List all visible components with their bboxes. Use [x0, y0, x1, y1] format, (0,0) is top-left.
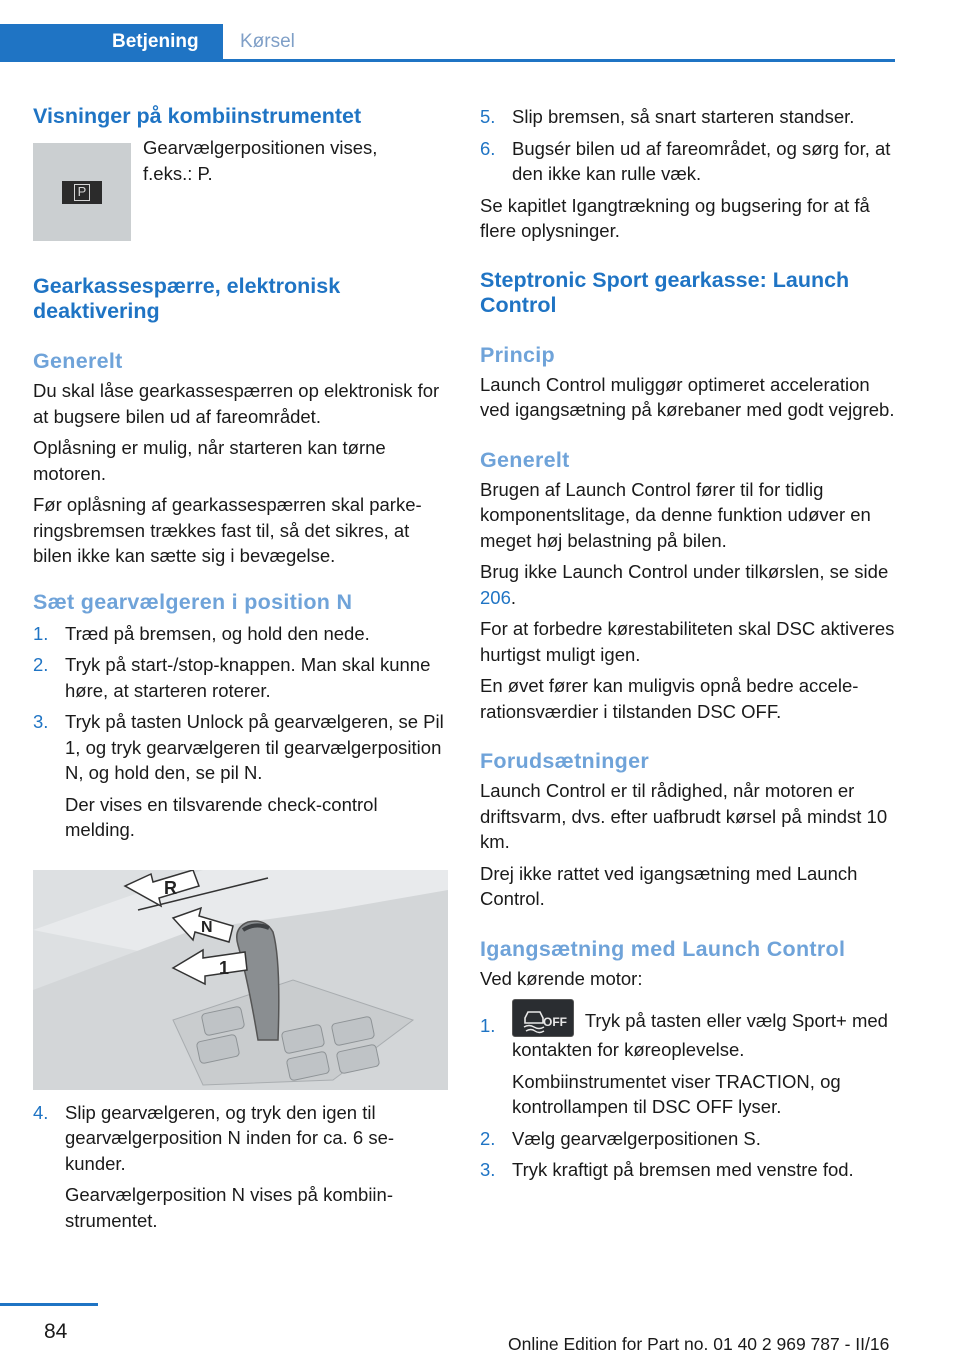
step-text-segment: Tryk på tasten eller vælg Sport+ med kontakten for køreoplevelse.	[512, 1010, 888, 1060]
arrow-label-n: N	[201, 918, 213, 936]
paragraph-princip: Launch Control muliggør optimeret acceleration ved igangsætning på kørebaner med godt vejgreb.	[480, 373, 895, 420]
steps-list-igang	[480, 1010, 895, 1183]
heading-igangsaetning: Igangsætning med Launch Control	[480, 936, 846, 961]
chapter-tab-bar	[0, 24, 895, 62]
gear-selector-illustration	[33, 870, 448, 1090]
gear-display-icon	[33, 143, 131, 241]
paragraph-generelt-r2	[480, 559, 895, 610]
heading-saet-gearvaelger: Sæt gearvælgeren i position N	[33, 589, 353, 614]
list-item	[33, 1100, 448, 1234]
step-extra-text: Der vises en tilsvarende check-control melding.	[65, 793, 378, 840]
heading-generelt-right: Generelt	[480, 447, 570, 472]
step-text: Bugsér bilen ud af fareområdet, og sørg for, at den ikke kan rulle væk.	[512, 137, 891, 184]
heading-forudsaetninger: Forudsætninger	[480, 749, 650, 773]
display-screen	[62, 181, 102, 204]
dsc-off-button-icon	[512, 999, 574, 1037]
list-item	[480, 104, 895, 130]
paragraph-generelt-2: Oplåsning er mulig, når starteren kan tørne motoren.	[33, 437, 386, 484]
step-number: 6.	[480, 137, 496, 159]
dsc-off-label: OFF	[543, 1015, 567, 1029]
step-text: Vælg gearvælgerpositionen S.	[512, 1127, 761, 1149]
heading-generelt-left: Generelt	[33, 349, 123, 373]
text-segment: .	[510, 586, 517, 608]
step-text: Tryk på tasten Unlock på gearvælgeren, se Pil 1, og tryk gearvælgeren til gearvælgerposition N, og hold den, se pil N.	[65, 711, 444, 783]
display-description: Gearvælgerpositionen vises, f.eks.: P.	[143, 137, 378, 184]
step-number: 3.	[33, 711, 49, 732]
step-text: Slip gearvælgeren, og tryk den igen til gearvælgerposition N inden for ca. 6 sekunder.	[65, 1101, 395, 1174]
edition-text: Online Edition for Part no. 01 40 2 969 787 - II/16	[508, 1334, 890, 1354]
steps-list-left-cont	[33, 1100, 448, 1234]
step-number: 5.	[480, 106, 496, 127]
tab-korsel[interactable]: Kørsel	[240, 31, 295, 52]
heading-gearkassespaerre: Gearkassespærre, elektronisk deaktivering	[33, 274, 341, 323]
gear-selector-figure	[33, 870, 448, 1090]
step-number: 2.	[33, 654, 49, 675]
arrow-label-r: R	[164, 877, 177, 898]
step-number: 3.	[480, 1159, 496, 1180]
heading-visninger: Visninger på kombiinstrumentet	[33, 104, 362, 128]
step-text: Tryk på start-/stop-knappen. Man skal kunne høre, at starteren roterer.	[65, 654, 431, 701]
heading-princip: Princip	[480, 342, 555, 367]
step-number: 1.	[33, 622, 49, 644]
paragraph-forud-2: Drej ikke rattet ved igangsætning med Launch Control.	[480, 862, 858, 909]
list-item	[480, 136, 895, 187]
heading-steptronic: Steptronic Sport gearkasse: Launch Control	[480, 267, 850, 317]
arrow-label-1: 1	[219, 957, 230, 978]
paragraph-se-kapitlet: Se kapitlet Igangtrækning og bugsering for at få flere oplysninger.	[480, 194, 870, 241]
step-extra-text: Kombiinstrumentet viser TRACTION, og kontrollampen til DSC OFF lyser.	[512, 1070, 841, 1117]
list-item	[480, 1157, 895, 1183]
left-column	[33, 104, 448, 1233]
tab-betjening[interactable]: Betjening	[0, 24, 223, 60]
list-item	[480, 1010, 895, 1120]
step-number: 2.	[480, 1127, 496, 1149]
paragraph-forud-1: Launch Control er til rådighed, når motoren er driftsvarm, dvs. efter uafbrudt kørsel på mindst 10 km.	[480, 780, 888, 852]
steps-list-right-cont	[480, 104, 895, 187]
paragraph-ved-korende: Ved kørende motor:	[480, 967, 643, 989]
paragraph-generelt-r1: Brugen af Launch Control fører til for tidlig komponentslitage, da denne funktion udøver en meget høj belastning på bilen.	[480, 478, 871, 551]
list-item	[33, 652, 448, 703]
step-text: Tryk kraftigt på bremsen med venstre fod.	[512, 1159, 854, 1180]
step-number: 1.	[480, 1015, 496, 1036]
page-link-206[interactable]: 206	[480, 586, 511, 608]
step-text: Slip bremsen, så snart starteren standser.	[512, 106, 855, 127]
display-gear-letter: P	[74, 184, 90, 201]
step-extra-text: Gearvælgerposition N vises på kombiinstrumentet.	[65, 1184, 394, 1231]
paragraph-generelt-3: Før oplåsning af gearkassespærren skal parkeringsbremsen trækkes fast til, så det sikres, at bilen ikke kan sætte sig i bevægelse.	[33, 494, 422, 566]
paragraph-generelt-1: Du skal låse gearkassespærren op elektronisk for at bugsere bilen ud af fareområdet.	[33, 380, 440, 427]
right-column	[480, 104, 895, 1183]
footer-rule	[0, 1303, 98, 1306]
step-text	[512, 999, 895, 1063]
steps-list-left	[33, 621, 448, 843]
text-segment: Brug ikke Launch Control under tilkørslen, se side	[480, 561, 889, 582]
paragraph-generelt-r3: For at forbedre kørestabiliteten skal DSC aktiveres hurtigst muligt igen.	[480, 618, 895, 665]
step-number: 4.	[33, 1101, 49, 1123]
list-item	[33, 621, 448, 647]
page-number: 84	[44, 1320, 68, 1343]
step-text: Træd på bremsen, og hold den nede.	[65, 622, 370, 644]
display-icon-block	[33, 137, 448, 241]
list-item	[33, 709, 448, 843]
list-item	[480, 1126, 895, 1152]
paragraph-generelt-r4: En øvet fører kan muligvis opnå bedre accelerationsværdier i tilstanden DSC OFF.	[480, 675, 859, 722]
